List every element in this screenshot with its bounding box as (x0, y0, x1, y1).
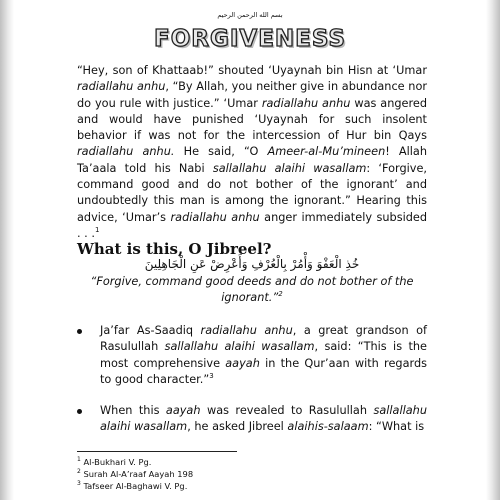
bullet-text: Ja’far As-Saadiq radiallahu anhu, a great grandson of Rasulullah sallallahu alaihi wasallam, said: “This is the most comprehensive aayah in the Qur’aan with regards to good character.”$^3$ (100, 324, 427, 386)
footnote-ref-2: 2 (278, 290, 283, 299)
page-shadow-right (486, 0, 500, 500)
footnotes (77, 457, 377, 492)
story-paragraph: “Hey, son of Khattaab!” shouted ‘Uyaynah bin Hisn at ‘Umar radiallahu anhu, “By Allah, you neither give in abundance nor do you rule with justice.” ‘Umar radiallahu anhu was angered and would have punished ‘Uyaynah for such insolent behavior if was not for the intercession of Hur bin Qays radiallahu anhu. He said, “O Ameer-al-Mu’mineen! Allah Ta’aala told his Nabi sallallahu alaihi wasallam: ‘Forgive, command good and do not bother of the ignorant’ and undoubtedly this man is among the ignorant.” Hearing this advice, ‘Umar’s radiallahu anhu anger immediately subsided . . .$^1$ (77, 64, 428, 240)
verse-translation: “Forgive, command good deeds and do not bother of the ignorant.”$^2$ (90, 275, 414, 305)
bullet-item (77, 323, 427, 388)
bullet-dot (77, 409, 82, 414)
bullet-dot (77, 329, 82, 334)
footnote-ref-3: 3 (209, 372, 214, 381)
bismillah-header: بسم الله الرحمن الرحيم (217, 11, 283, 19)
bullet-text: When this aayah was revealed to Rasulullah sallallahu alaihi wasallam, he asked Jibreel alaihis-salaam: “What is (100, 404, 427, 434)
footnote: $^2$ Surah Al-A’raaf Aayah 198 (77, 468, 194, 479)
bullet-item (77, 403, 427, 436)
page-shadow-left (0, 0, 14, 500)
footnote-ref-1: 1 (94, 226, 100, 235)
footnote-divider (77, 451, 237, 452)
section-heading: What is this, O Jibreel? (77, 240, 272, 258)
arabic-verse: خُذِ الْعَفْوَ وَأْمُرْ بِالْعُرْفِ وَأَعْرِضْ عَنِ الْجَاهِلِينَ (144, 257, 360, 271)
footnote: $^3$ Tafseer Al-Baghawi V. Pg. (77, 479, 188, 491)
footnote: $^1$ Al-Bukhari V. Pg. (77, 456, 152, 467)
page-title: FORGIVENESS (154, 26, 346, 52)
